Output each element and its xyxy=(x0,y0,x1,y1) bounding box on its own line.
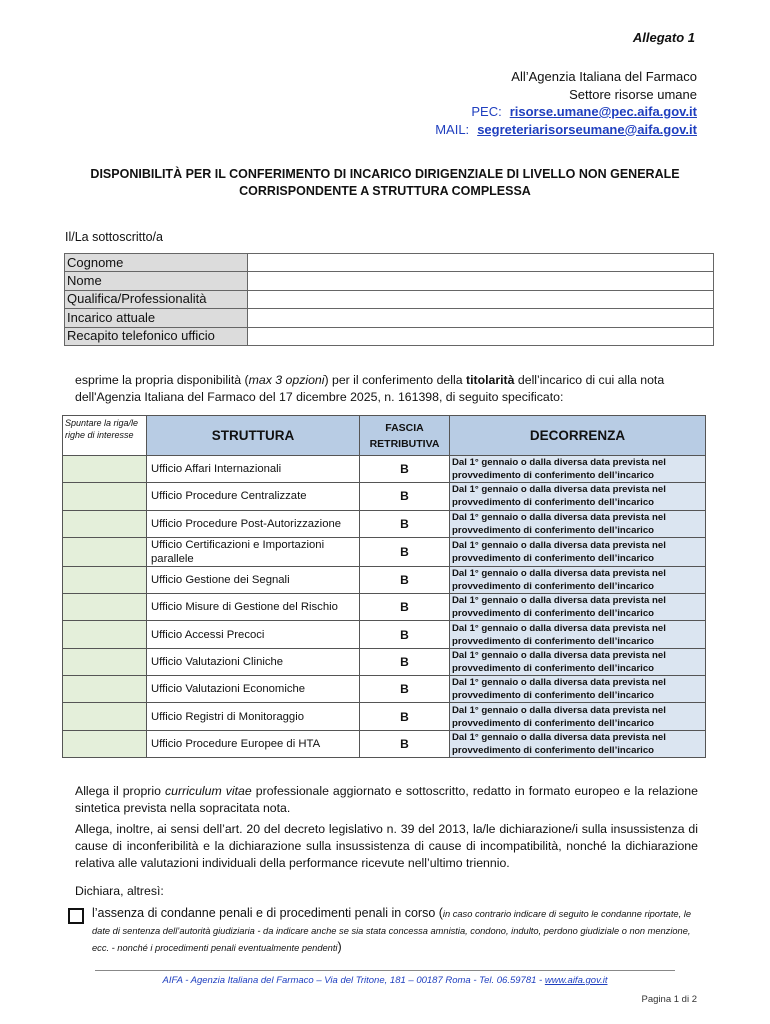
condanne-main-text: l’assenza di condanne penali e di procedimenti penali in corso ( xyxy=(92,906,443,920)
office-decorrenza: Dal 1° gennaio o dalla diversa data prevista nel provvedimento di conferimento dell’incarico xyxy=(450,456,706,483)
personal-row xyxy=(65,272,714,290)
personal-row xyxy=(65,309,714,327)
office-name: Ufficio Gestione dei Segnali xyxy=(147,566,360,593)
office-name: Ufficio Valutazioni Cliniche xyxy=(147,648,360,675)
personal-row xyxy=(65,290,714,308)
allega-text-2: professionale aggiornato e sottoscritto, redatto in formato europeo e la relazione sintetica prevista nella sopracitata nota. xyxy=(75,784,698,816)
allega-cv-paragraph xyxy=(75,783,698,817)
office-name: Ufficio Affari Internazionali xyxy=(147,456,360,483)
esprime-text-1: esprime la propria disponibilità ( xyxy=(75,373,249,387)
allega-text-1: Allega il proprio xyxy=(75,784,166,798)
condanne-text xyxy=(92,905,703,956)
office-row xyxy=(63,730,706,757)
header-decorrenza: DECORRENZA xyxy=(450,416,706,456)
sottoscritto-label: Il/La sottoscritto/a xyxy=(65,230,163,244)
office-row xyxy=(63,676,706,703)
personal-field-input[interactable] xyxy=(248,290,714,308)
mail-label: MAIL: xyxy=(435,121,470,137)
title-line-1: DISPONIBILITÀ PER IL CONFERIMENTO DI INCARICO DIRIGENZIALE DI LIVELLO NON GENERALE xyxy=(90,167,680,181)
pec-email-link[interactable]: risorse.umane@pec.aifa.gov.it xyxy=(509,104,697,119)
office-select-cell[interactable] xyxy=(63,510,147,537)
mail-line xyxy=(435,121,697,139)
recipient-address xyxy=(435,68,697,138)
office-name: Ufficio Registri di Monitoraggio xyxy=(147,703,360,730)
office-decorrenza: Dal 1° gennaio o dalla diversa data prevista nel provvedimento di conferimento dell’incarico xyxy=(450,621,706,648)
pec-label: PEC: xyxy=(471,104,502,119)
office-decorrenza: Dal 1° gennaio o dalla diversa data prevista nel provvedimento di conferimento dell’incarico xyxy=(450,703,706,730)
office-row xyxy=(63,510,706,537)
office-band: B xyxy=(360,483,450,510)
office-band: B xyxy=(360,621,450,648)
office-band: B xyxy=(360,594,450,621)
esprime-text-2: ) per il conferimento della xyxy=(324,373,466,387)
personal-field-label: Incarico attuale xyxy=(65,309,248,327)
personal-field-label: Nome xyxy=(65,272,248,290)
office-select-cell[interactable] xyxy=(63,537,147,566)
allegato-label: Allegato 1 xyxy=(632,30,695,45)
allega-cv-italic: curriculum vitae xyxy=(165,784,252,798)
office-band: B xyxy=(360,648,450,675)
office-row xyxy=(63,594,706,621)
offices-table xyxy=(62,415,706,758)
allega-dichiarazioni-paragraph: Allega, inoltre, ai sensi dell’art. 20 del decreto legislativo n. 39 del 2013, la/le dichiarazione/i sulla insussistenza di cause di inconferibilità e la dichiarazione sulla insussistenza di cause di incompatibilità, nonché la dichiarazione relativa alle valutazioni individuali della performance ricevute nell’ultimo triennio. xyxy=(75,822,698,871)
esprime-max-options: max 3 opzioni xyxy=(248,373,325,387)
header-fascia: FASCIA RETRIBUTIVA xyxy=(360,416,450,456)
office-decorrenza: Dal 1° gennaio o dalla diversa data prevista nel provvedimento di conferimento dell’incarico xyxy=(450,566,706,593)
office-select-cell[interactable] xyxy=(63,456,147,483)
office-name: Ufficio Procedure Post-Autorizzazione xyxy=(147,510,360,537)
office-band: B xyxy=(360,676,450,703)
office-row xyxy=(63,621,706,648)
condanne-declaration xyxy=(68,905,703,956)
office-select-cell[interactable] xyxy=(63,703,147,730)
header-spunta: Spuntare la riga/le righe di interesse xyxy=(63,416,147,456)
personal-field-input[interactable] xyxy=(248,327,714,345)
office-select-cell[interactable] xyxy=(63,594,147,621)
footer-website-link[interactable]: www.aifa.gov.it xyxy=(544,975,608,986)
office-band: B xyxy=(360,537,450,566)
office-decorrenza: Dal 1° gennaio o dalla diversa data prevista nel provvedimento di conferimento dell’incarico xyxy=(450,730,706,757)
office-band: B xyxy=(360,566,450,593)
office-row xyxy=(63,456,706,483)
esprime-titolarita: titolarità xyxy=(465,373,515,387)
personal-field-label: Recapito telefonico ufficio xyxy=(65,327,248,345)
personal-data-table xyxy=(64,253,714,346)
condanne-close-paren: ) xyxy=(337,940,342,954)
office-name: Ufficio Certificazioni e Importazioni parallele xyxy=(147,537,360,566)
office-decorrenza: Dal 1° gennaio o dalla diversa data prevista nel provvedimento di conferimento dell’incarico xyxy=(450,676,706,703)
office-decorrenza: Dal 1° gennaio o dalla diversa data prevista nel provvedimento di conferimento dell’incarico xyxy=(450,483,706,510)
office-decorrenza: Dal 1° gennaio o dalla diversa data prevista nel provvedimento di conferimento dell’incarico xyxy=(450,648,706,675)
office-band: B xyxy=(360,456,450,483)
footer-text: AIFA - Agenzia Italiana del Farmaco – Via del Tritone, 181 – 00187 Roma - Tel. 06.59781 - xyxy=(162,975,545,986)
title-line-2: CORRISPONDENTE A STRUTTURA COMPLESSA xyxy=(239,184,531,198)
personal-field-label: Qualifica/Professionalità xyxy=(65,290,248,308)
page-number: Pagina 1 di 2 xyxy=(641,994,697,1005)
office-select-cell[interactable] xyxy=(63,730,147,757)
esprime-text-3: dell’incarico di cui alla nota dell'Agenzia Italiana del Farmaco del 17 dicembre 2025, n. 161398, di seguito specificato: xyxy=(75,373,665,404)
personal-field-label: Cognome xyxy=(65,254,248,272)
office-select-cell[interactable] xyxy=(63,676,147,703)
office-row xyxy=(63,566,706,593)
footer-divider xyxy=(95,970,675,971)
document-title xyxy=(60,166,710,200)
office-name: Ufficio Misure di Gestione del Rischio xyxy=(147,594,360,621)
offices-header-row xyxy=(63,416,706,456)
footer xyxy=(60,975,710,986)
office-row xyxy=(63,648,706,675)
office-decorrenza: Dal 1° gennaio o dalla diversa data prevista nel provvedimento di conferimento dell’incarico xyxy=(450,510,706,537)
mail-email-link[interactable]: segreteriarisorseumane@aifa.gov.it xyxy=(477,121,697,137)
office-decorrenza: Dal 1° gennaio o dalla diversa data prevista nel provvedimento di conferimento dell’incarico xyxy=(450,537,706,566)
personal-field-input[interactable] xyxy=(248,309,714,327)
esprime-paragraph xyxy=(75,372,705,406)
office-band: B xyxy=(360,510,450,537)
personal-field-input[interactable] xyxy=(248,272,714,290)
office-band: B xyxy=(360,703,450,730)
personal-row xyxy=(65,254,714,272)
office-select-cell[interactable] xyxy=(63,566,147,593)
office-name: Ufficio Accessi Precoci xyxy=(147,621,360,648)
office-name: Ufficio Procedure Centralizzate xyxy=(147,483,360,510)
recipient-line-1: All’Agenzia Italiana del Farmaco xyxy=(511,69,697,84)
office-row xyxy=(63,703,706,730)
header-struttura: STRUTTURA xyxy=(147,416,360,456)
office-decorrenza: Dal 1° gennaio o dalla diversa data prevista nel provvedimento di conferimento dell’incarico xyxy=(450,594,706,621)
condanne-note-text: in caso contrario indicare di seguito le condanne riportate, le date di sentenza dell’autorità giudiziaria - da indicare anche se sia stata concessa amnistia, condono, indulto, perdono giudiziale o non menzione, ecc. - nonché i procedimenti penali eventualmente pendenti xyxy=(92,909,691,953)
personal-row xyxy=(65,327,714,345)
office-name: Ufficio Valutazioni Economiche xyxy=(147,676,360,703)
office-select-cell[interactable] xyxy=(63,483,147,510)
recipient-line-2: Settore risorse umane xyxy=(569,86,697,102)
condanne-checkbox[interactable] xyxy=(68,908,84,924)
office-row xyxy=(63,537,706,566)
office-select-cell[interactable] xyxy=(63,621,147,648)
personal-field-input[interactable] xyxy=(248,254,714,272)
pec-line xyxy=(435,103,697,121)
office-select-cell[interactable] xyxy=(63,648,147,675)
dichiara-label: Dichiara, altresì: xyxy=(75,884,164,898)
office-band: B xyxy=(360,730,450,757)
office-row xyxy=(63,483,706,510)
office-name: Ufficio Procedure Europee di HTA xyxy=(147,730,360,757)
